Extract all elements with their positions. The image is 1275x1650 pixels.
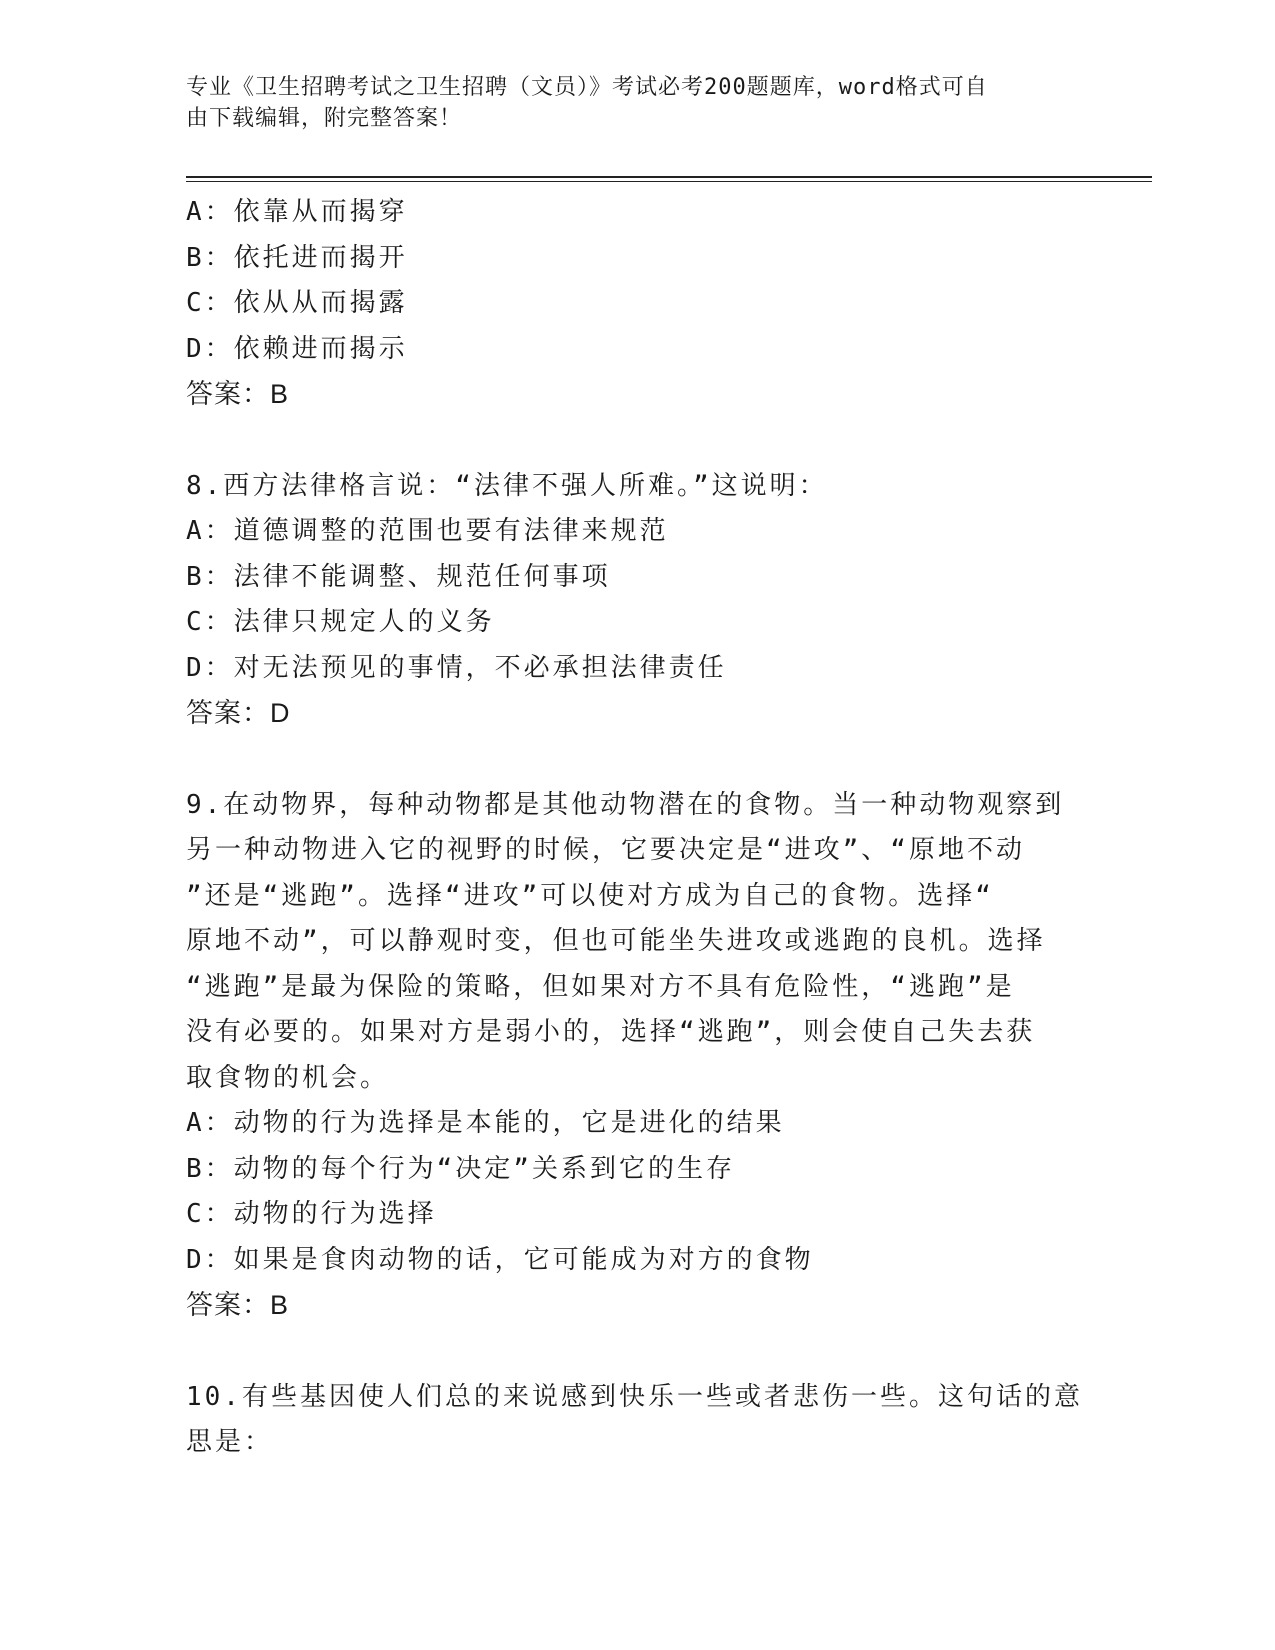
q9-stem-line: “逃跑”是最为保险的策略，但如果对方不具有危险性，“逃跑”是 [186, 971, 1015, 1002]
question-10 [186, 1375, 1083, 1466]
q8-option-a: A：道德调整的范围也要有法律来规范 [186, 516, 669, 546]
q10-stem [186, 1375, 1083, 1466]
q9-stem-line: 另一种动物进入它的视野的时候，它要决定是“进攻”、“原地不动 [186, 835, 1025, 865]
q9-option-b: B：动物的每个行为“决定”关系到它的生存 [186, 1153, 735, 1184]
question-9 [186, 783, 1066, 1329]
q9-stem-line: ”还是“逃跑”。选择“进攻”可以使对方成为自己的食物。选择“ [186, 880, 994, 911]
spacer [186, 1329, 1066, 1375]
q9-option-d: D：如果是食肉动物的话，它可能成为对方的食物 [186, 1244, 814, 1275]
question-list [186, 190, 1083, 1466]
q9-answer: 答案：B [186, 1290, 290, 1320]
header-line-2: 由下载编辑，附完整答案！ [186, 106, 463, 131]
q10-stem-line: 10.有些基因使人们总的来说感到快乐一些或者悲伤一些。这句话的意 [186, 1381, 1083, 1412]
question-8 [186, 464, 1066, 737]
spacer [186, 737, 1066, 783]
q9-option-a: A：动物的行为选择是本能的，它是进化的结果 [186, 1108, 785, 1138]
spacer [186, 418, 1066, 464]
q9-stem-line: 原地不动”，可以静观时变，但也可能坐失进攻或逃跑的良机。选择 [186, 926, 1046, 956]
q9-option-c: C：动物的行为选择 [186, 1199, 437, 1229]
header-divider-thick [186, 176, 1152, 178]
question-7 [186, 190, 1066, 418]
q8-answer: 答案：D [186, 698, 291, 728]
document-header [186, 72, 1066, 134]
q9-stem-line: 没有必要的。如果对方是弱小的，选择“逃跑”，则会使自己失去获 [186, 1017, 1036, 1047]
q7-option-a: A：依靠从而揭穿 [186, 197, 408, 227]
q9-stem [186, 783, 1066, 1102]
q8-option-d: D：对无法预见的事情，不必承担法律责任 [186, 652, 727, 683]
q8-stem: 8.西方法律格言说：“法律不强人所难。”这说明： [186, 470, 828, 501]
q7-answer: 答案：B [186, 379, 290, 409]
header-divider-thin [186, 181, 1152, 182]
q10-stem-line: 思是： [186, 1427, 274, 1457]
q8-option-b: B：法律不能调整、规范任何事项 [186, 561, 611, 592]
q9-stem-line: 取食物的机会。 [186, 1062, 390, 1093]
header-line-1: 专业《卫生招聘考试之卫生招聘（文员）》考试必考200题题库，word格式可自 [186, 75, 988, 100]
q7-option-d: D：依赖进而揭示 [186, 333, 408, 364]
q7-option-b: B：依托进而揭开 [186, 242, 408, 273]
q9-stem-line: 9.在动物界，每种动物都是其他动物潜在的食物。当一种动物观察到 [186, 789, 1065, 820]
q8-option-c: C：法律只规定人的义务 [186, 607, 495, 637]
q7-option-c: C：依从从而揭露 [186, 288, 408, 318]
